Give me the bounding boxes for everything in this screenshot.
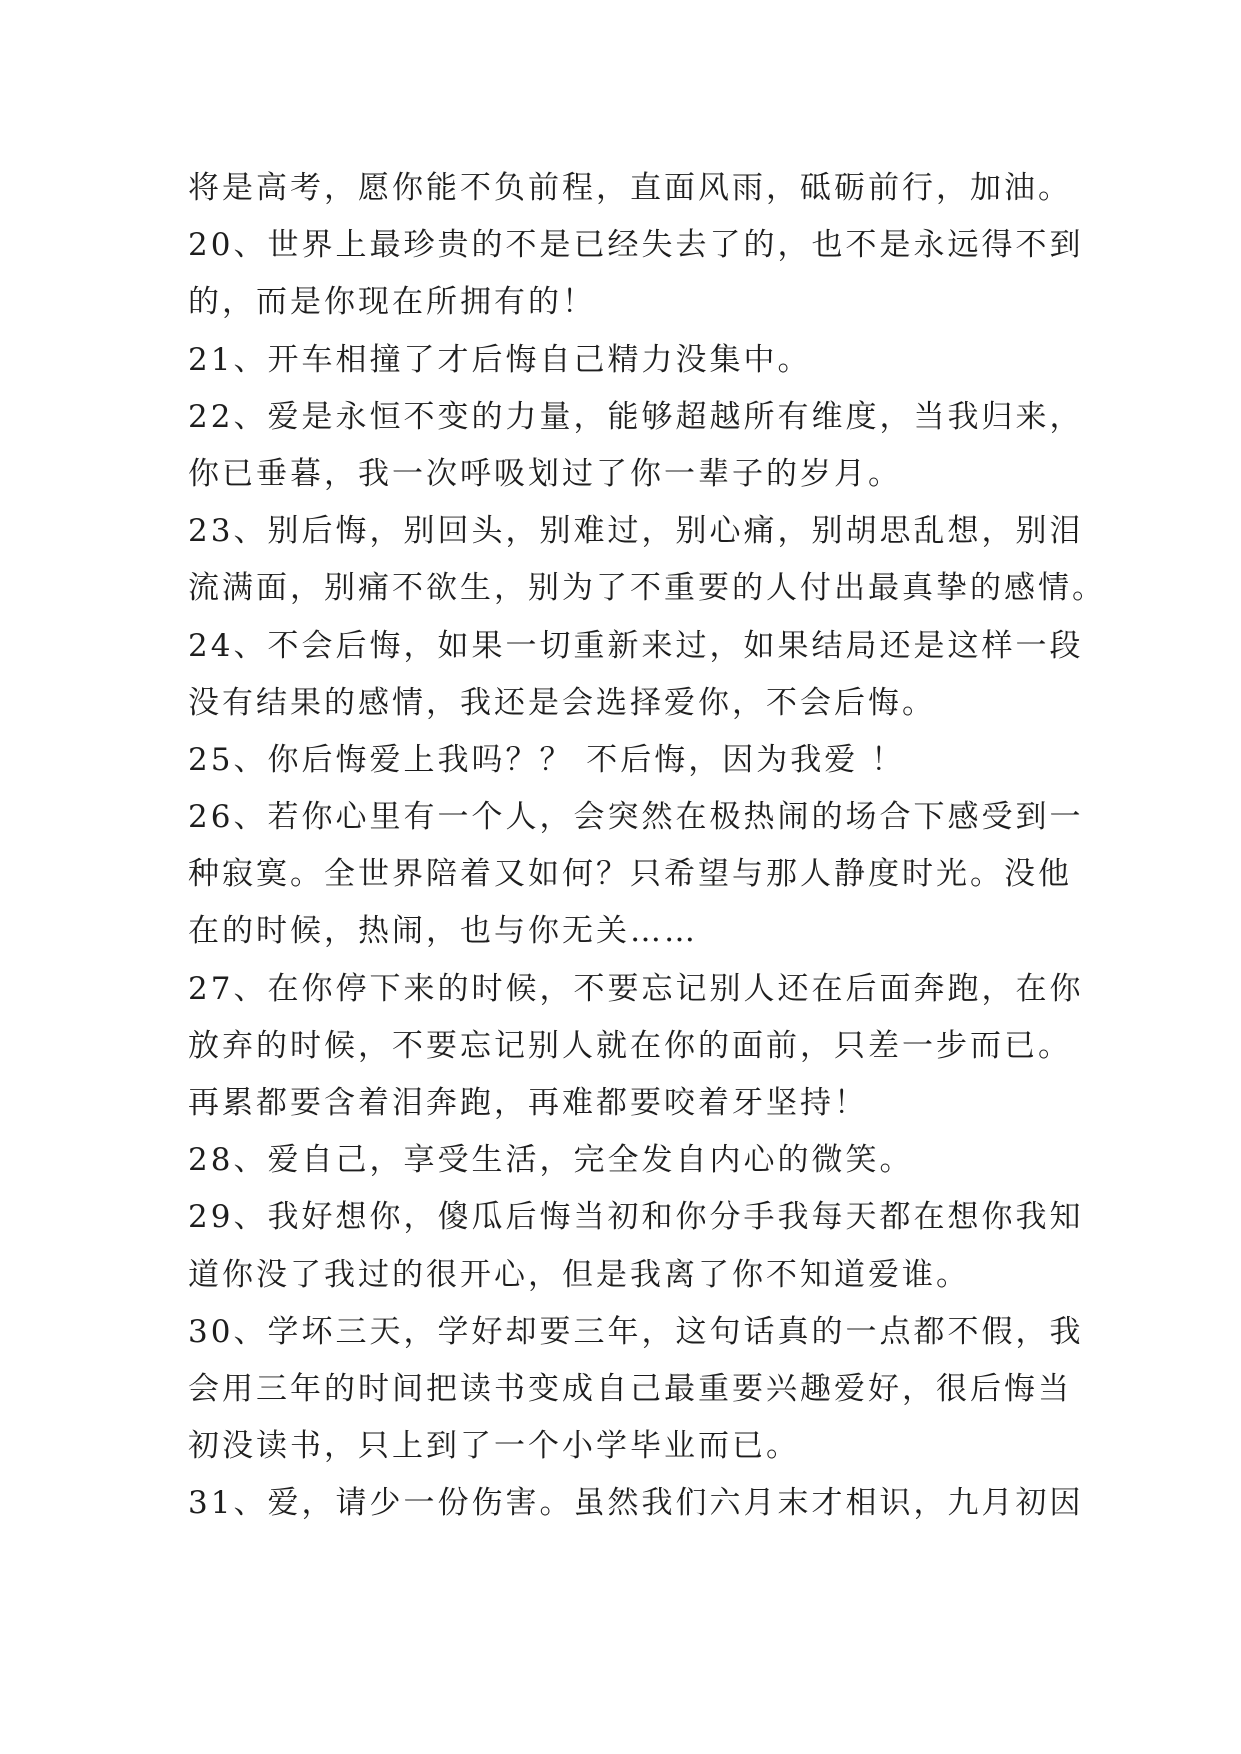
text-line-11: 25、你后悔爱上我吗？？ 不后悔，因为我爱 ！: [188, 741, 906, 778]
text-line-1: 将是高考，愿你能不负前程，直面风雨，砥砺前行，加油。: [188, 170, 1072, 206]
text-line-21: 30、学坏三天，学好却要三年，这句话真的一点都不假，我: [188, 1313, 1084, 1350]
document-body: [188, 160, 1106, 1533]
text-line-19: 29、我好想你，傻瓜后悔当初和你分手我每天都在想你我知: [188, 1199, 1084, 1236]
text-line-14: 在的时候，热闹，也与你无关……: [188, 913, 698, 950]
text-line-5: 22、爱是永恒不变的力量，能够超越所有维度，当我归来，: [188, 398, 1084, 435]
text-line-2: 20、世界上最珍贵的不是已经失去了的，也不是永远得不到: [188, 227, 1084, 264]
text-line-8: 流满面，别痛不欲生，别为了不重要的人付出最真挚的感情。: [188, 570, 1106, 607]
text-line-20: 道你没了我过的很开心，但是我离了你不知道爱谁。: [188, 1256, 970, 1293]
text-line-10: 没有结果的感情，我还是会选择爱你，不会后悔。: [188, 684, 936, 721]
text-line-12: 26、若你心里有一个人，会突然在极热闹的场合下感受到一: [188, 799, 1084, 836]
text-line-4: 21、开车相撞了才后悔自己精力没集中。: [188, 341, 812, 378]
text-line-13: 种寂寞。全世界陪着又如何？只希望与那人静度时光。没他: [188, 856, 1072, 893]
text-line-17: 再累都要含着泪奔跑，再难都要咬着牙坚持！: [188, 1085, 868, 1121]
text-line-15: 27、在你停下来的时候，不要忘记别人还在后面奔跑，在你: [188, 970, 1084, 1007]
text-line-18: 28、爱自己，享受生活，完全发自内心的微笑。: [188, 1142, 914, 1179]
text-line-9: 24、不会后悔，如果一切重新来过，如果结局还是这样一段: [188, 627, 1084, 664]
text-line-7: 23、别后悔，别回头，别难过，别心痛，别胡思乱想，别泪: [188, 513, 1084, 550]
text-line-6: 你已垂暮，我一次呼吸划过了你一辈子的岁月。: [188, 455, 902, 492]
text-line-23: 初没读书，只上到了一个小学毕业而已。: [188, 1428, 800, 1465]
text-line-24: 31、爱，请少一份伤害。虽然我们六月末才相识，九月初因: [188, 1485, 1084, 1522]
text-line-16: 放弃的时候，不要忘记别人就在你的面前，只差一步而已。: [188, 1027, 1072, 1064]
text-line-22: 会用三年的时间把读书变成自己最重要兴趣爱好，很后悔当: [188, 1370, 1072, 1407]
text-line-3: 的，而是你现在所拥有的！: [188, 284, 596, 321]
